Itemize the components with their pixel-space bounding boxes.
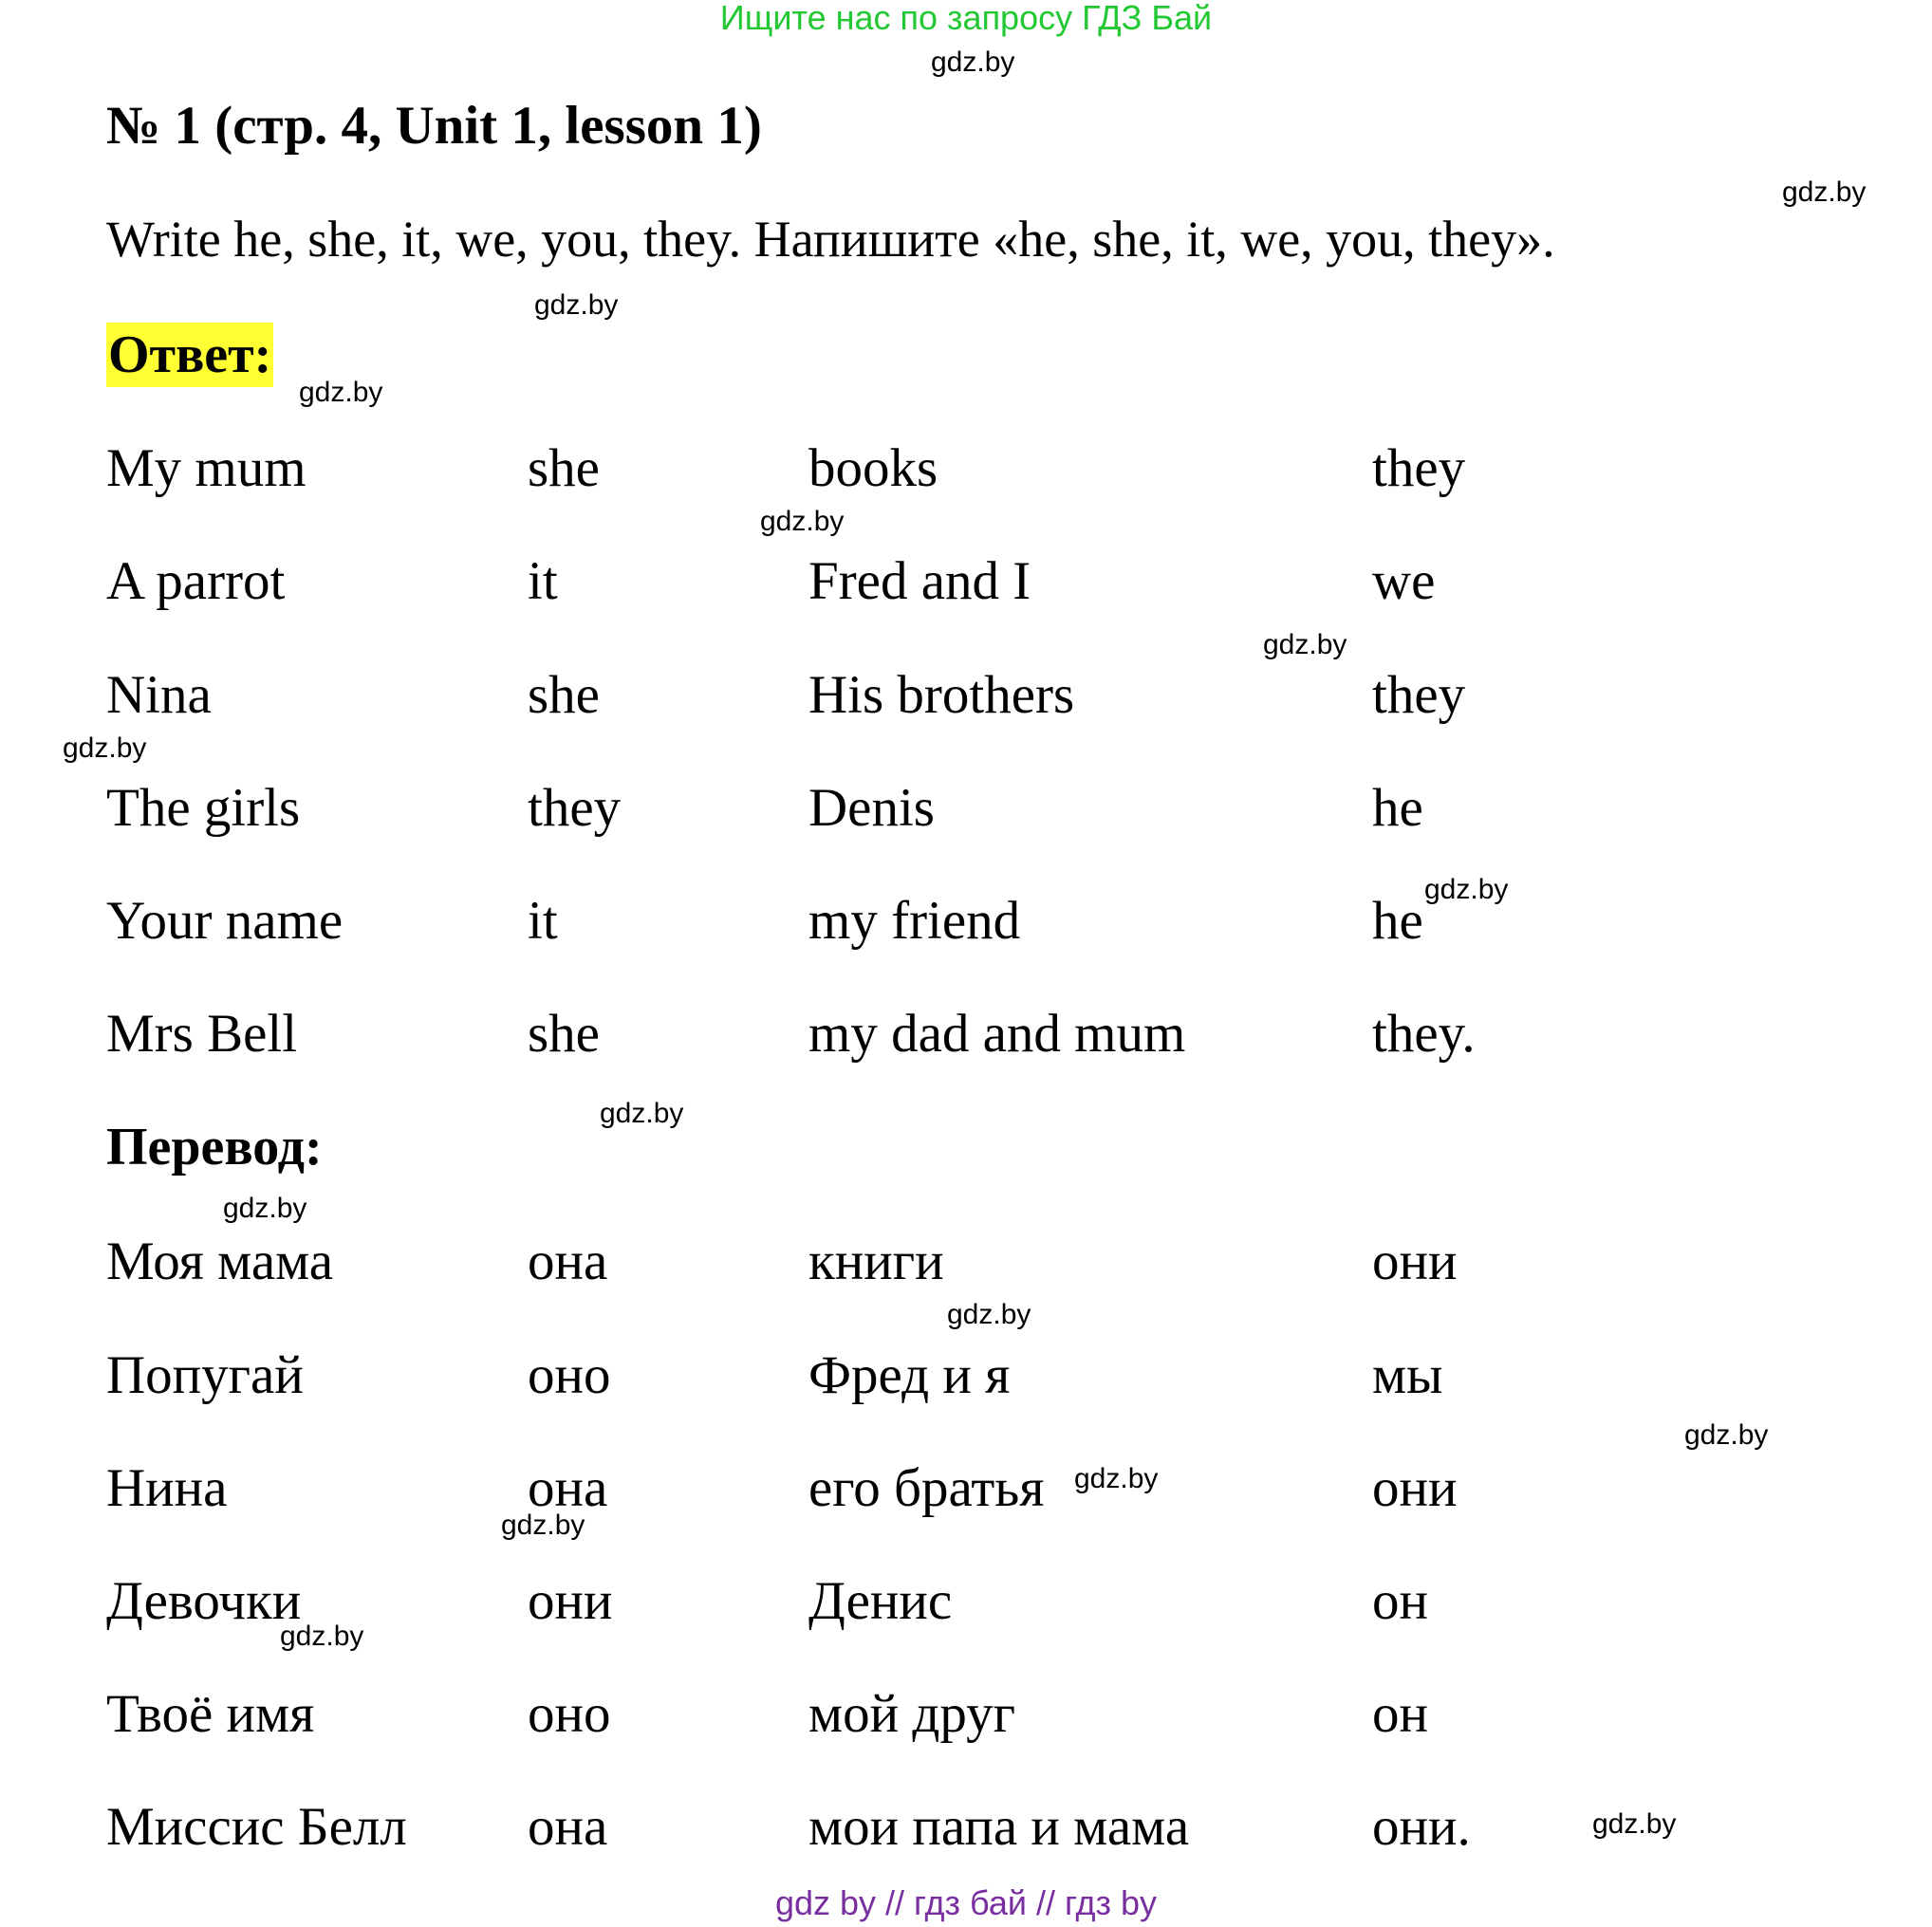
watermark: gdz.by (1424, 874, 1509, 905)
translation-cell: она (528, 1232, 608, 1291)
answer-cell: A parrot (106, 551, 286, 611)
exercise-title: № 1 (стр. 4, Unit 1, lesson 1) (106, 96, 762, 156)
translation-cell: мой друг (808, 1684, 1015, 1744)
translation-cell: Твоё имя (106, 1684, 315, 1744)
footer-links[interactable]: gdz by // гдз бай // гдз by (774, 1883, 1158, 1922)
answer-cell: she (528, 1004, 600, 1064)
translation-label: Перевод: (106, 1118, 323, 1177)
translation-cell: Девочки (106, 1571, 302, 1631)
translation-cell: они. (1372, 1797, 1471, 1857)
translation-cell: Фред и я (808, 1345, 1011, 1405)
answer-cell: we (1372, 551, 1436, 611)
answer-cell: they. (1372, 1004, 1476, 1064)
watermark: gdz.by (534, 289, 619, 321)
answer-cell: they (528, 778, 622, 838)
translation-cell: оно (528, 1345, 611, 1405)
answer-cell: he (1372, 778, 1423, 838)
answer-cell: Nina (106, 665, 212, 725)
watermark: gdz.by (501, 1510, 585, 1541)
watermark: gdz.by (931, 46, 1015, 78)
answer-cell: it (528, 551, 558, 611)
translation-cell: она (528, 1458, 608, 1518)
answer-cell: they (1372, 665, 1466, 725)
watermark: gdz.by (299, 377, 383, 408)
watermark: gdz.by (947, 1299, 1031, 1330)
answer-cell: books (808, 438, 938, 498)
watermark: gdz.by (600, 1098, 684, 1129)
answer-cell: Mrs Bell (106, 1004, 298, 1064)
answer-cell: she (528, 438, 600, 498)
translation-cell: они (1372, 1232, 1458, 1291)
answer-cell: My mum (106, 438, 307, 498)
answer-cell: my dad and mum (808, 1004, 1186, 1064)
answer-cell: Fred and I (808, 551, 1031, 611)
translation-cell: Попугай (106, 1345, 304, 1405)
watermark: gdz.by (1074, 1463, 1159, 1494)
answer-cell: they (1372, 438, 1466, 498)
translation-cell: оно (528, 1684, 611, 1744)
answer-cell: it (528, 891, 558, 951)
watermark: gdz.by (63, 732, 147, 764)
search-hint-link[interactable]: Ищите нас по запросу ГДЗ Бай (719, 0, 1213, 37)
watermark: gdz.by (223, 1193, 307, 1224)
exercise-task: Write he, she, it, we, you, they. Напишите «he, she, it, we, you, they». (106, 211, 1555, 268)
watermark: gdz.by (1263, 629, 1347, 660)
translation-cell: книги (808, 1232, 944, 1291)
translation-cell: Моя мама (106, 1232, 334, 1291)
translation-cell: его братья (808, 1458, 1045, 1518)
translation-cell: она (528, 1797, 608, 1857)
watermark: gdz.by (1592, 1808, 1677, 1840)
translation-cell: Нина (106, 1458, 228, 1518)
translation-cell: мы (1372, 1345, 1443, 1405)
watermark: gdz.by (280, 1621, 364, 1652)
watermark: gdz.by (760, 506, 845, 537)
watermark: gdz.by (1782, 176, 1867, 208)
answer-cell: she (528, 665, 600, 725)
translation-cell: Миссис Белл (106, 1797, 407, 1857)
answer-cell: The girls (106, 778, 301, 838)
answer-cell: His brothers (808, 665, 1075, 725)
answer-label: Ответ: (106, 323, 273, 387)
translation-cell: он (1372, 1571, 1429, 1631)
answer-cell: Your name (106, 891, 344, 951)
translation-cell: Денис (808, 1571, 953, 1631)
translation-cell: они (528, 1571, 613, 1631)
watermark: gdz.by (1684, 1419, 1769, 1451)
answer-cell: my friend (808, 891, 1021, 951)
answer-cell: Denis (808, 778, 935, 838)
translation-cell: он (1372, 1684, 1429, 1744)
translation-cell: они (1372, 1458, 1458, 1518)
answer-cell: he (1372, 891, 1423, 951)
translation-cell: мои папа и мама (808, 1797, 1190, 1857)
